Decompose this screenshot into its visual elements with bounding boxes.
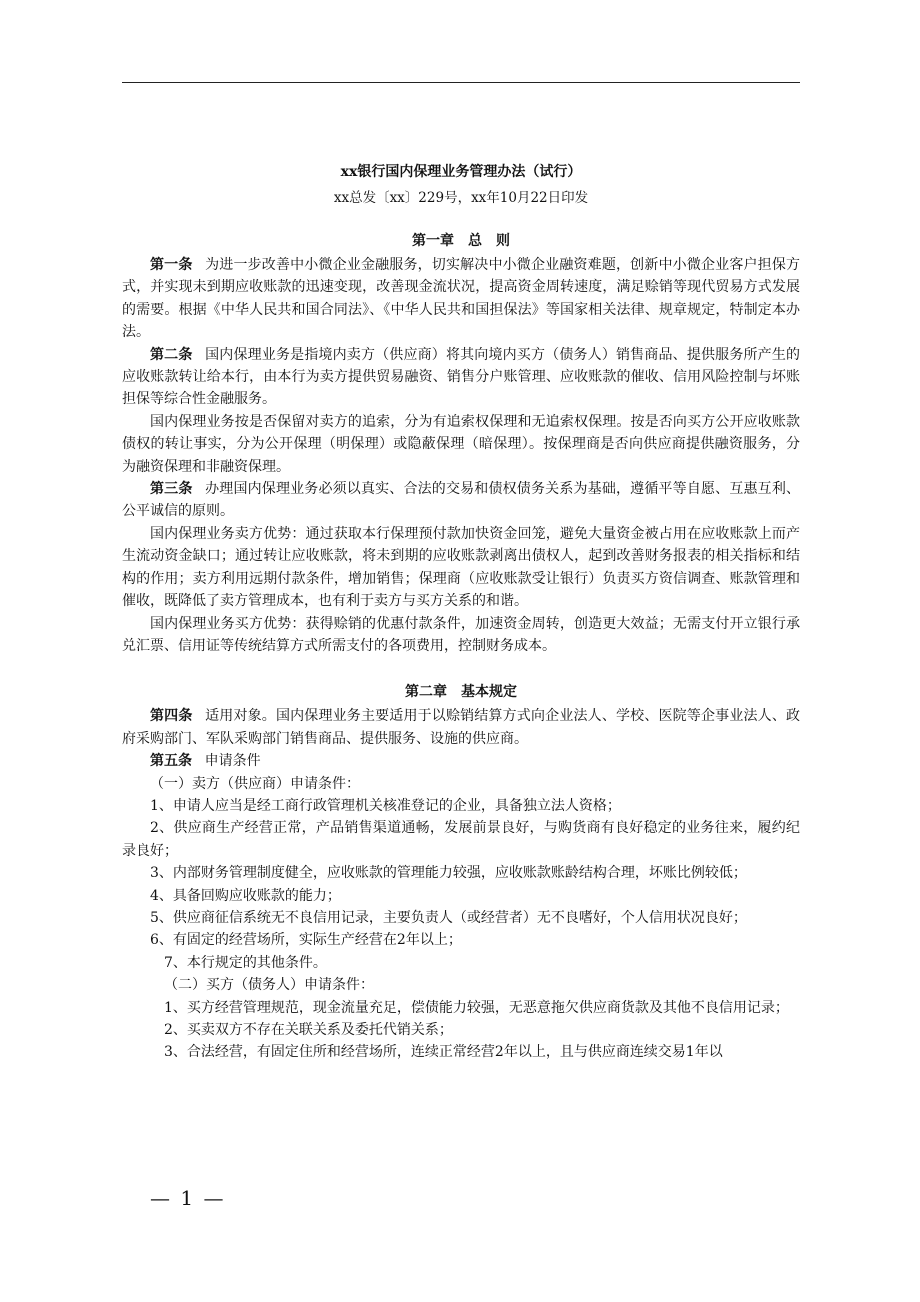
document-page [122, 162, 800, 1064]
seller-condition-4: 4、具备回购应收账款的能力； [150, 887, 341, 904]
document-title: xx银行国内保理业务管理办法（试行） [340, 164, 582, 180]
buyer-condition-1: 1、买方经营管理规范，现金流量充足，偿债能力较强，无恶意拖欠供应商货款及其他不良信用记录； [164, 999, 789, 1016]
article-1 [122, 254, 800, 344]
article-2-text: 国内保理业务是指境内卖方（供应商）将其向境内买方（债务人）销售商品、提供服务所产生的应收账款转让给本行，由本行为卖方提供贸易融资、销售分户账管理、应收账款的催收、信用风险控制与坏账担保等综合性金融服务。 [122, 346, 801, 408]
article-3-text: 办理国内保理业务必须以真实、合法的交易和债权债务关系为基础，遵循平等自愿、互惠互利、公平诚信的原则。 [122, 481, 801, 520]
seller-conditions-heading: （一）卖方（供应商）申请条件： [150, 775, 360, 792]
seller-condition-3: 3、内部财务管理制度健全，应收账款的管理能力较强，应收账款账龄结构合理，坏账比例较低； [150, 865, 747, 882]
issue-line: xx总发〔xx〕229号，xx年10月22日印发 [333, 190, 589, 206]
buyer-advantage-paragraph: 国内保理业务买方优势：获得赊销的优惠付款条件，加速资金周转，创造更大效益；无需支付开立银行承兑汇票、信用证等传统结算方式所需支付的各项费用，控制财务成本。 [122, 615, 800, 654]
seller-condition-5: 5、供应商征信系统无不良信用记录，主要负责人（或经营者）无不良嗜好，个人信用状况良好； [150, 909, 747, 926]
seller-condition-7: 7、本行规定的其他条件。 [164, 954, 327, 971]
chapter-2-heading: 第二章 基本规定 [405, 684, 517, 701]
article-4-label: 第四条 [150, 708, 193, 725]
seller-advantage-paragraph: 国内保理业务卖方优势：通过获取本行保理预付款加快资金回笼，避免大量资金被占用在应收账款上而产生流动资金缺口；通过转让应收账款，将未到期的应收账款剥离出债权人，起到改善财务报表的相关指标和结构的作用；卖方利用远期付款条件，增加销售；保理商（应收账款受让银行）负责买方资信调查、账款管理和催收，既降低了卖方管理成本，也有利于卖方与买方关系的和谐。 [122, 525, 800, 610]
buyer-conditions-heading: （二）买方（债务人）申请条件： [164, 977, 374, 994]
header-rule [122, 82, 800, 83]
article-5 [122, 750, 800, 772]
buyer-condition-3: 3、合法经营，有固定住所和经营场所，连续正常经营2年以上，且与供应商连续交易1年以 [164, 1044, 723, 1061]
article-4-text: 适用对象。国内保理业务主要适用于以赊销结算方式向企业法人、学校、医院等企事业法人、政府采购部门、军队采购部门销售商品、提供服务、设施的供应商。 [122, 708, 801, 747]
classification-paragraph: 国内保理业务按是否保留对卖方的追索，分为有追索权保理和无追索权保理。按是否向买方公开应收账款债权的转让事实，分为公开保理（明保理）或隐蔽保理（暗保理）。按保理商是否向供应商提供融资服务，分为融资保理和非融资保理。 [122, 413, 800, 475]
seller-condition-2: 2、供应商生产经营正常，产品销售渠道通畅，发展前景良好，与购货商有良好稳定的业务往来，履约纪录良好； [122, 820, 800, 859]
buyer-condition-2: 2、买卖双方不存在关联关系及委托代销关系； [164, 1022, 453, 1038]
seller-condition-6: 6、有固定的经营场所，实际生产经营在2年以上； [150, 932, 462, 949]
article-1-label: 第一条 [150, 257, 193, 273]
article-2-label: 第二条 [150, 346, 193, 363]
article-5-text: 申请条件 [204, 753, 261, 770]
article-5-label: 第五条 [150, 753, 192, 770]
seller-condition-1: 1、申请人应当是经工商行政管理机关核准登记的企业，具备独立法人资格； [150, 797, 621, 814]
article-2 [122, 344, 800, 411]
article-3-label: 第三条 [150, 481, 193, 498]
page-number: — 1 — [150, 1186, 226, 1210]
article-1-text: 为进一步改善中小微企业金融服务，切实解决中小微企业融资难题，创新中小微企业客户担保方式，并实现未到期应收账款的迅速变现，改善现金流状况，提高资金周转速度，满足赊销等现代贸易方式发展的需要。根据《中华人民共和国合同法》、《中华人民共和国担保法》等国家相关法律、规章规定，特制定本办法。 [122, 257, 801, 341]
chapter-1-heading: 第一章 总 则 [412, 233, 510, 249]
article-3 [122, 478, 800, 523]
article-4 [122, 705, 800, 750]
